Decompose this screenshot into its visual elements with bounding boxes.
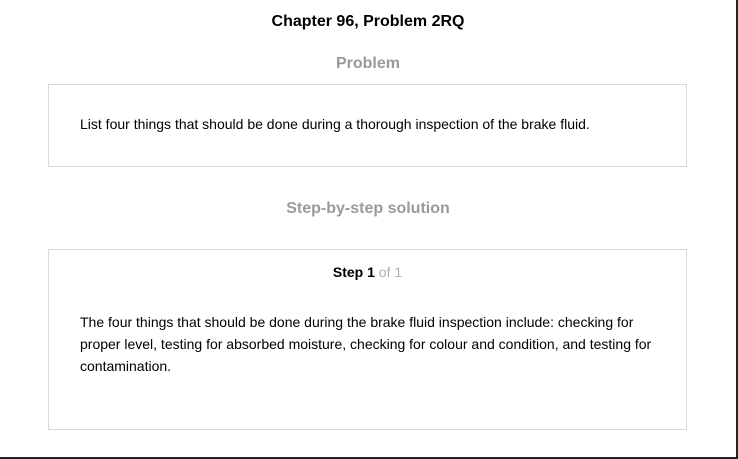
problem-heading: Problem bbox=[335, 55, 400, 72]
step-label bbox=[49, 263, 686, 281]
problem-box bbox=[48, 84, 687, 167]
solution-heading: Step-by-step solution bbox=[286, 200, 450, 217]
step-word: Step bbox=[332, 264, 364, 280]
step-total: of 1 bbox=[378, 264, 403, 280]
page-title: Chapter 96, Problem 2RQ bbox=[271, 13, 465, 30]
step-number: 1 bbox=[367, 264, 375, 280]
solution-text: The four things that should be done during the brake fluid inspection include: checking for proper level, testing for absorbed moisture, checking for colour and condition, and testing for contamination. bbox=[80, 314, 652, 374]
solution-box bbox=[48, 249, 687, 430]
problem-text: List four things that should be done during a thorough inspection of the brake fluid. bbox=[80, 116, 590, 132]
